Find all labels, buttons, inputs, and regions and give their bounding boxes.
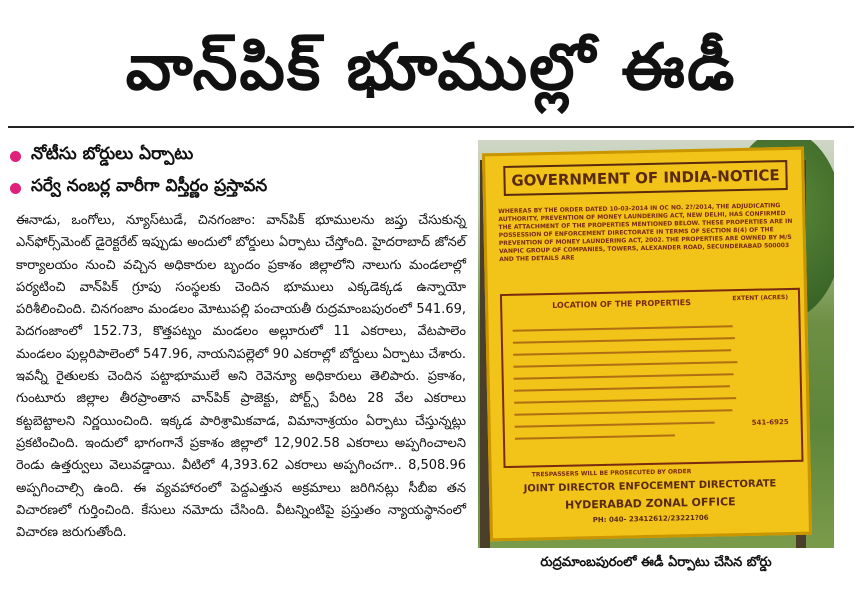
divider [8,126,854,128]
board-notice-text: WHEREAS BY THE ORDER DATED 10-03-2014 IN OC NO. 2?/2014, THE ADJUDICATING AUTHORITY, PREVENTION OF MONEY LAUNDERING ACT, NEW DELHI, HAS CONFIRMED THE ATTACHMENT OF THE PROPERTIES MENTIONED BELOW. THESE PROPERTIES ARE IN POSSESSION OF ENFORCEMENT DIRECTORATE IN TERMS OF SECTION 8(4) OF THE PREVENTION OF MONEY LAUNDERING ACT, 2002. THE PROPERTIES ARE OWNED BY M/S VANPIC GROUP OF COMPANIES, TOWERS, ALEXANDER ROAD, SECUNDERABAD 500003 AND THE DETAILS ARE [498,202,793,264]
board-title: GOVERNMENT OF INDIA-NOTICE [503,160,788,196]
extent-value: 541-6925 [751,418,789,427]
office-phone: PH: 040- 23412612/23221?06 [592,513,709,525]
survey-line [514,397,736,404]
notice-board [482,147,812,542]
survey-line [515,422,715,428]
subheading-1-text: నోటీసు బోర్డులు ఏర్పాటు [31,144,194,164]
headline: వాన్‌పిక్ భూముల్లో ఈడీ [125,31,737,105]
bullet-dot-icon [10,183,21,194]
location-heading: LOCATION OF THE PROPERTIES [552,298,692,310]
survey-line [513,337,735,344]
survey-line [513,361,737,368]
subheading-2 [10,172,470,204]
survey-line [515,434,675,439]
location-table [500,288,804,468]
extent-heading: EXTENT (ACRES) [732,294,789,303]
office-line-1: JOINT DIRECTOR ENFOCEMENT DIRECTORATE [523,478,777,495]
bullet-dot-icon [10,151,21,162]
subheading-2-text: సర్వే నంబర్ల వారీగా విస్తీర్ణం ప్రస్తావన [31,176,268,196]
subheading-1 [10,140,470,172]
subheadings [10,140,470,204]
notice-board-photo [478,140,834,548]
survey-line [513,325,733,332]
office-line-2: HYDERABAD ZONAL OFFICE [564,495,736,512]
survey-line [514,385,730,392]
article-body: ఈనాడు, ఒంగోలు, న్యూస్‌టుడే, చినగంజాం: వాన్‌పిక్ భూములను జప్తు చేసుకున్న ఎన్‌ఫోర్స్‌మెంట్ డైరెక్టరేట్ ఇప్పుడు అందులో బోర్డులు ఏర్పాటు చేస్తోంది. హైదరాబాద్ జోనల్ కార్యాలయం నుంచి వచ్చిన అధికారుల బృందం ప్రకాశం జిల్లాలోని నాలుగు మండలాల్లో పర్యటించి వాన్‌పిక్ గ్రూపు సంస్థలకు చెందిన భూములు ఎక్కడెక్కడ ఉన్నాయో పరిశీలించింది. చినగంజాం మండలం మోటుపల్లి పంచాయతీ రుద్రమాంబపురంలో 541.69, పెదగంజాంలో 152.73, కొత్తపట్నం మండలం అల్లూరులో 11 ఎకరాలు, వేటపాలెం మండలం పుల్లరిపాలెంలో 547.96, నాయనిపల్లెలో 90 ఎకరాల్లో బోర్డులు ఏర్పాటు చేశారు. ఇవన్నీ రైతులకు చెందిన పట్టాభూములే అని రెవెన్యూ అధికారులు తెలిపారు. ప్రకాశం, గుంటూరు జిల్లాల తీరప్రాంతాన వాన్‌పిక్ ప్రాజెక్టు, పోర్ట్స్ పేరిట 28 వేల ఎకరాలు కట్టబెట్టాలని నిర్ణయించింది. ఇక్కడ పారిశ్రామికవాడ, విమానాశ్రయం ఏర్పాటు చేస్తున్నట్లు ప్రకటించింది. ఇందులో భాగంగానే ప్రకాశం జిల్లాలో 12,902.58 ఎకరాలు అప్పగించాలని రెండు ఉత్తర్వులు వెలువడ్డాయి. వీటిలో 4,393.62 ఎకరాలు అప్పగించగా.. 8,508.96 అప్పగించాల్సి ఉంది. ఈ వ్యవహారంలో పెద్దఎత్తున అక్రమాలు జరిగినట్లు సీబీఐ తన విచారణలో గుర్తించింది. కేసులు నమోదు చేసింది. వీటన్నింటిపై ప్రస్తుతం న్యాయస్థానంలో విచారణ జరుగుతోంది. [16,213,466,541]
survey-line [514,373,734,380]
trespassers-warning: TRESPASSERS WILL BE PROSECUTED BY ORDER [531,468,692,479]
survey-line [514,409,732,416]
photo-caption: రుద్రమాంబపురంలో ఈడీ ఏర్పాటు చేసిన బోర్డు [540,555,772,570]
survey-line [513,349,731,356]
